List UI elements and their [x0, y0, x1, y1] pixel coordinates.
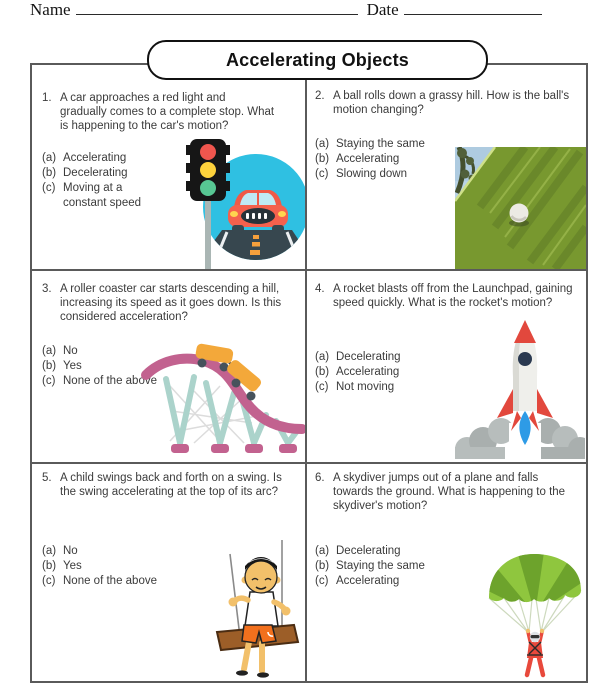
option-a [315, 137, 475, 152]
question-6-cell [307, 464, 586, 681]
option-text: None of the above [63, 575, 157, 587]
option-letter: (b) [42, 560, 57, 572]
option-text: Accelerating [336, 575, 400, 587]
option-text: No [63, 545, 78, 557]
option-letter: (a) [315, 545, 330, 557]
option-text: Accelerating [336, 153, 400, 165]
option-text: No [63, 345, 78, 357]
option-b [315, 152, 475, 167]
question-3-cell [32, 271, 307, 464]
question-1 [42, 91, 280, 133]
option-text: Decelerating [63, 167, 128, 179]
question-2-cell [307, 65, 586, 271]
question-text: A car approaches a red light and gradually comes to a complete stop. What is happening to the car's motion? [60, 92, 275, 132]
option-letter: (a) [42, 345, 57, 357]
option-a [42, 151, 164, 166]
option-letter: (a) [315, 138, 330, 150]
option-text: None of the above [63, 375, 157, 387]
worksheet-title-text: Accelerating Objects [225, 49, 410, 70]
option-letter: (b) [42, 167, 57, 179]
question-2-options [315, 137, 475, 182]
roller-coaster-illustration [132, 331, 306, 457]
question-text: A roller coaster car starts descending a hill, increasing its speed as it goes down. Is this considered acceleration? [60, 283, 282, 323]
option-text: Accelerating [63, 152, 127, 164]
option-letter: (b) [315, 560, 330, 572]
question-5-options [42, 544, 202, 589]
option-text: Accelerating [336, 366, 400, 378]
question-number: 5. [42, 472, 52, 484]
option-letter: (a) [42, 152, 57, 164]
option-letter: (c) [42, 375, 56, 387]
option-text: Yes [63, 560, 82, 572]
question-5-cell [32, 464, 307, 681]
parachute-canopy [472, 548, 586, 614]
option-text: Yes [63, 360, 82, 372]
date-blank-line [404, 0, 542, 15]
option-text: Staying the same [336, 138, 425, 150]
option-letter: (c) [42, 575, 56, 587]
option-b [42, 559, 202, 574]
skydiver-parachute-illustration [437, 548, 586, 678]
option-text: Not moving [336, 381, 395, 393]
option-text: Slowing down [336, 168, 407, 180]
rocket-launch-illustration [453, 319, 585, 459]
question-text: A rocket blasts off from the Launchpad, gaining speed quickly. What is the rocket's motion? [333, 283, 573, 309]
question-3 [42, 282, 304, 324]
support-feet [171, 444, 297, 453]
question-text: A child swings back and forth on a swing. Is the swing accelerating at the top of its arc? [60, 472, 282, 498]
question-number: 1. [42, 92, 52, 104]
option-text: Staying the same [336, 560, 425, 572]
question-grid [30, 63, 588, 683]
skydiver [526, 629, 544, 675]
question-4-cell [307, 271, 586, 464]
option-text: Moving at a constant speed [63, 182, 142, 209]
name-label: Name [30, 0, 71, 19]
question-4-options [315, 350, 465, 395]
option-letter: (b) [315, 366, 330, 378]
question-text: A skydiver jumps out of a plane and falls towards the ground. What is happening to the skydiver's motion? [333, 472, 566, 512]
worksheet-title [147, 40, 488, 80]
question-4 [315, 282, 585, 310]
option-letter: (c) [42, 182, 56, 194]
traffic-light-and-car-illustration [182, 137, 307, 270]
option-letter: (b) [315, 153, 330, 165]
option-text: Decelerating [336, 545, 401, 557]
question-number: 3. [42, 283, 52, 295]
option-c [42, 181, 164, 211]
option-b [42, 166, 164, 181]
question-5 [42, 471, 298, 499]
option-b [315, 365, 465, 380]
option-letter: (c) [315, 575, 329, 587]
date-label: Date [366, 0, 399, 19]
option-c [42, 574, 202, 589]
question-1-cell [32, 65, 307, 271]
question-number: 4. [315, 283, 325, 295]
option-letter: (a) [315, 351, 330, 363]
ball-on-hill-photo [455, 147, 586, 269]
option-letter: (a) [42, 545, 57, 557]
option-letter: (c) [315, 381, 329, 393]
child-on-swing-illustration [182, 540, 307, 680]
name-blank-line [76, 0, 358, 15]
option-a [315, 350, 465, 365]
question-text: A ball rolls down a grassy hill. How is the ball's motion changing? [333, 90, 570, 116]
option-text: Decelerating [336, 351, 401, 363]
name-date-header [30, 0, 586, 20]
option-c [315, 167, 475, 182]
option-a [42, 544, 202, 559]
question-6 [315, 471, 581, 513]
question-number: 6. [315, 472, 325, 484]
question-number: 2. [315, 90, 325, 102]
question-1-options [42, 151, 164, 211]
option-c [315, 380, 465, 395]
question-2 [315, 89, 577, 117]
option-letter: (b) [42, 360, 57, 372]
option-letter: (c) [315, 168, 329, 180]
